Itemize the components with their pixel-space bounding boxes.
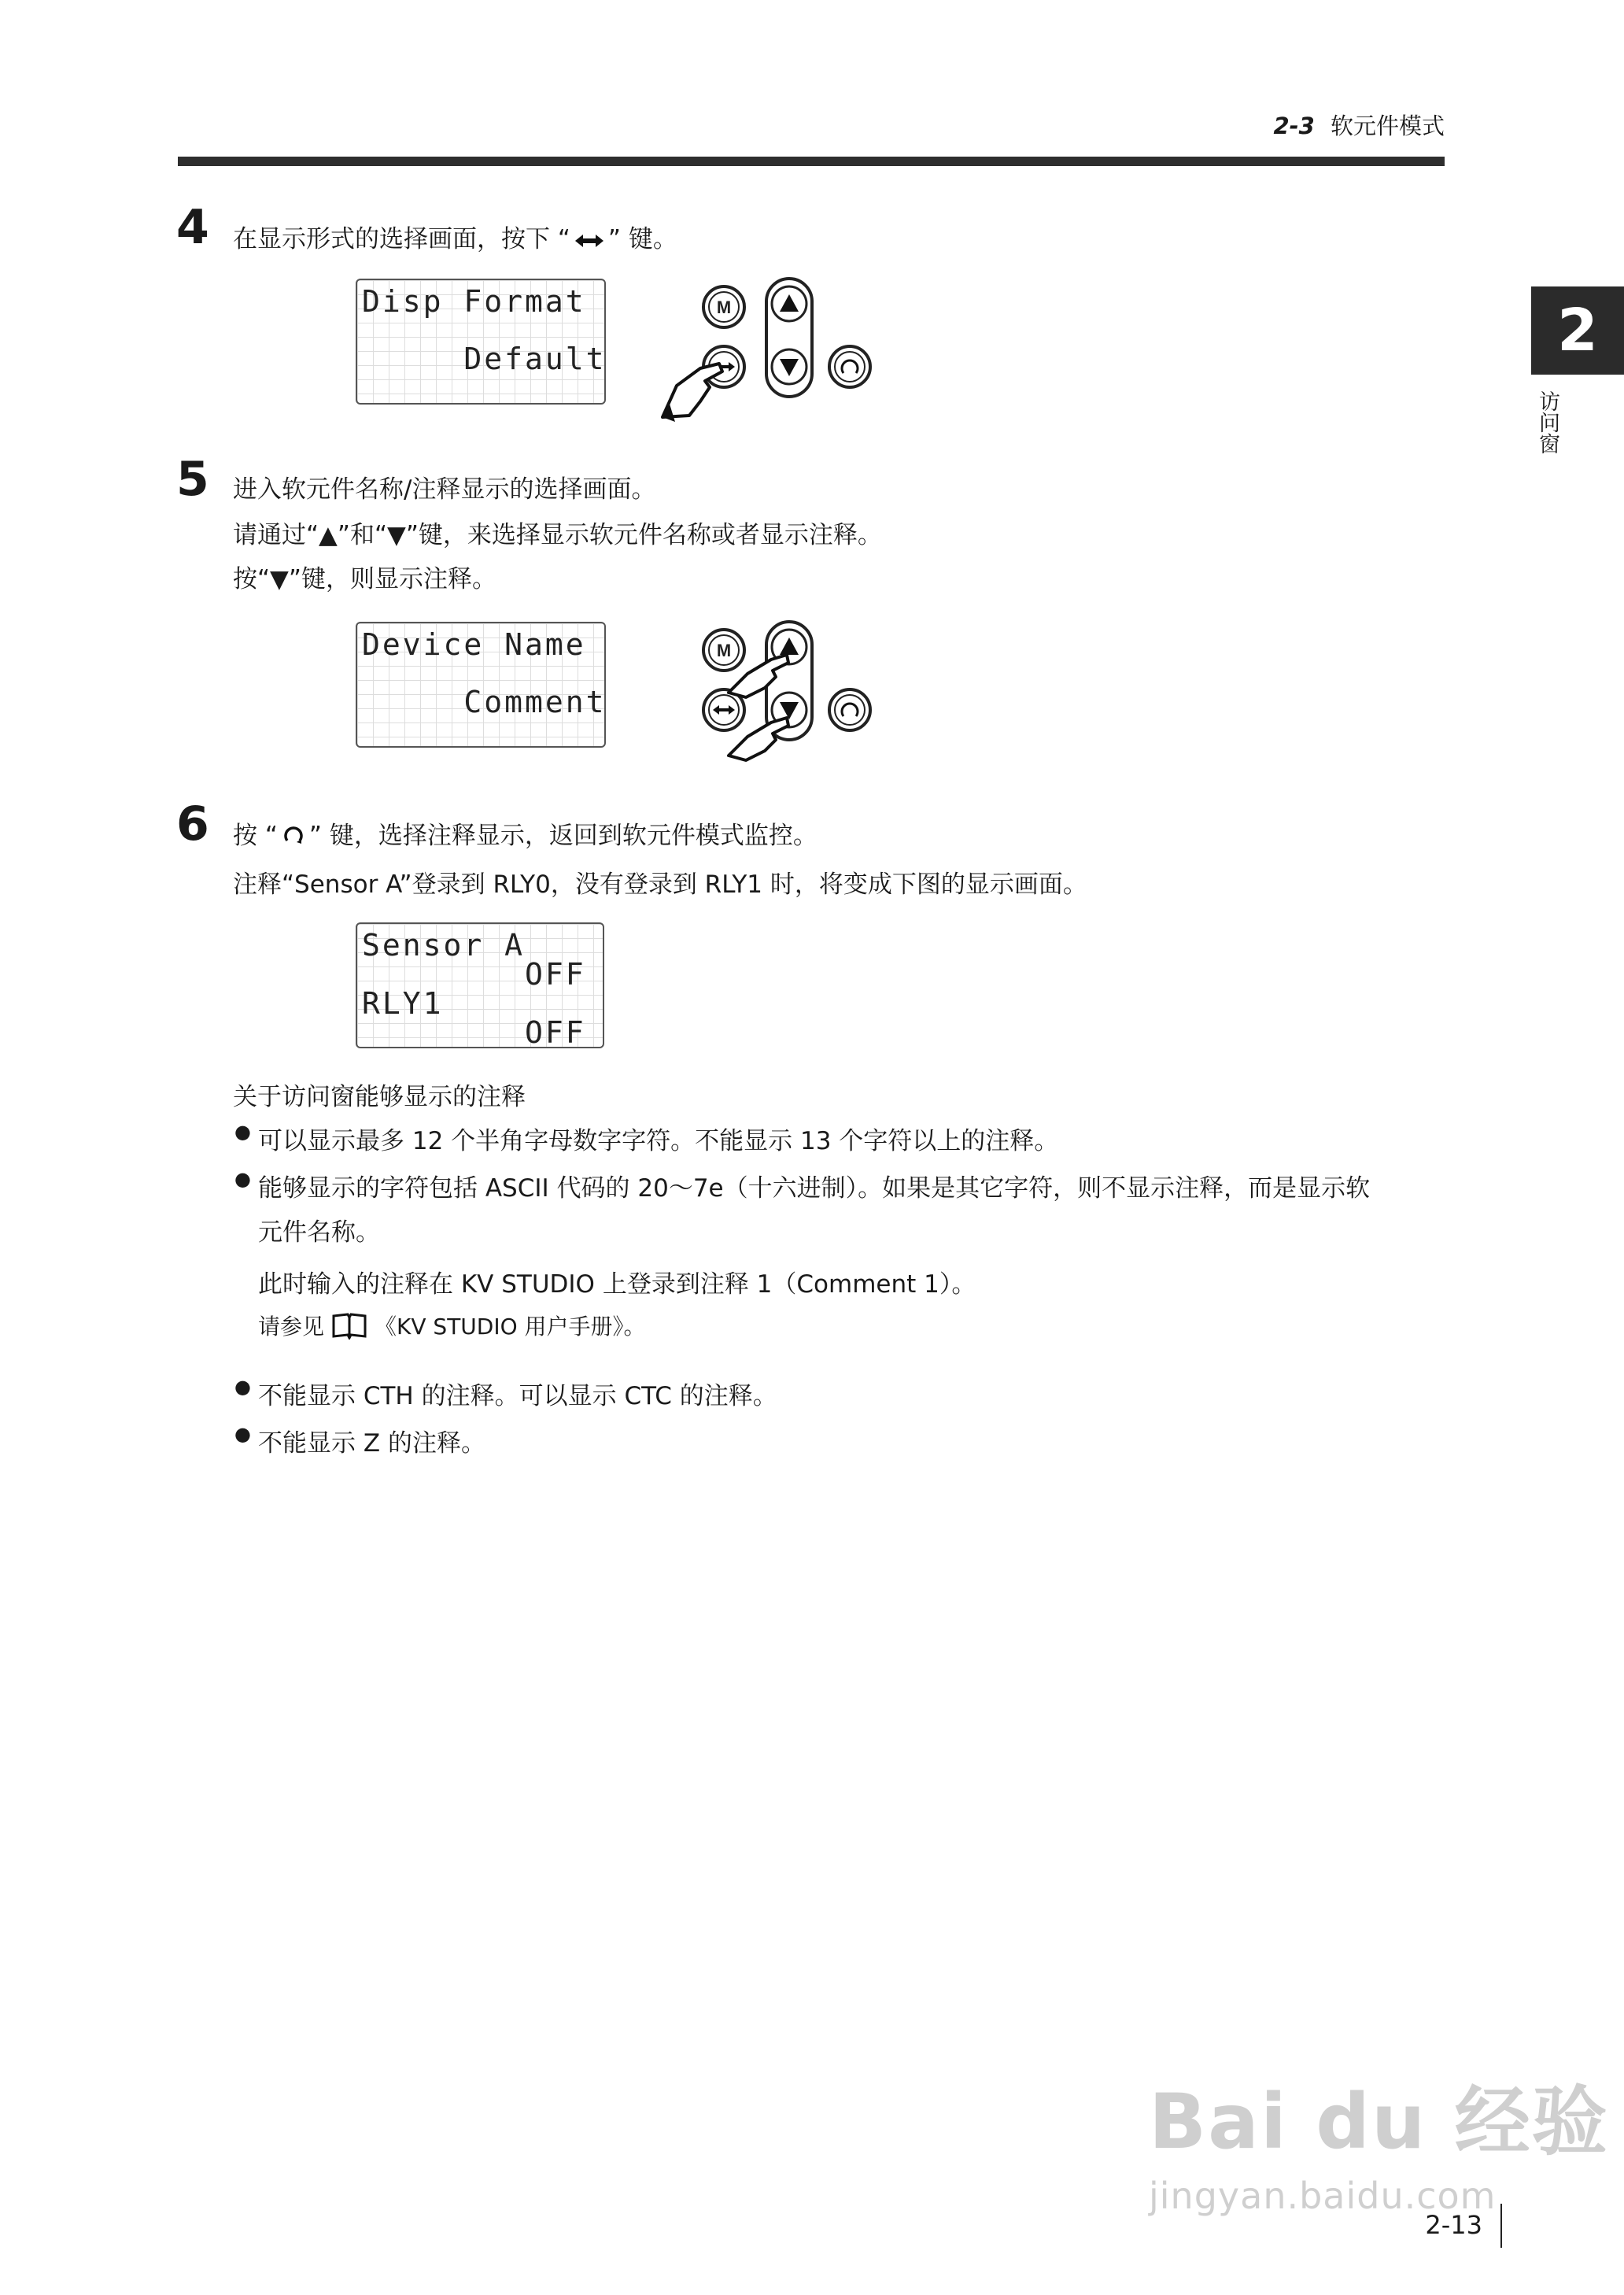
watermark-url: jingyan.baidu.com: [1149, 2175, 1497, 2217]
bullet-text: 不能显示 CTH 的注释。可以显示 CTC 的注释。: [258, 1382, 777, 1410]
left-right-arrow-icon: [574, 227, 605, 255]
lcd-line: Default: [362, 342, 607, 376]
step-4-text: [233, 219, 677, 255]
bullet-text: 能够显示的字符包括 ASCII 代码的 20～7e（十六进制）。如果是其它字符，则不显示注释，而是显示软: [258, 1174, 1371, 1203]
chapter-tab-label: 访问窗: [1535, 390, 1559, 454]
m-key[interactable]: [703, 286, 744, 327]
down-key[interactable]: [772, 349, 806, 384]
page-number-bar: [1500, 2204, 1502, 2248]
pressing-hand-icon: [663, 364, 722, 422]
step-6-instruction: 注释“Sensor A”登录到 RLY0，没有登录到 RLY1 时，将变成下图的显示画面。: [233, 870, 1087, 899]
lcd-line: OFF: [362, 1015, 586, 1050]
bullet-dot-icon: ●: [234, 1121, 251, 1143]
bullet-continuation: 元件名称。: [258, 1218, 380, 1247]
step-6-text-b: ” 键，选择注释显示，返回到软元件模式监控。: [308, 822, 818, 850]
m-key-label: M: [716, 298, 732, 317]
watermark: [1149, 2062, 1609, 2217]
section-number: 2-3: [1273, 113, 1315, 139]
step-5-instruction-2: 按“▼”键，则显示注释。: [233, 565, 496, 593]
reference-title[interactable]: 《KV STUDIO 用户手册》。: [375, 1314, 646, 1340]
lcd-line: Comment: [362, 685, 607, 719]
step-5-instruction: 请通过“▲”和“▼”键，来选择显示软元件名称或者显示注释。: [233, 521, 882, 549]
bullet-dot-icon: ●: [234, 1376, 251, 1398]
lcd-line: OFF: [362, 957, 586, 992]
step-4-number: 4: [176, 200, 209, 255]
bullet-item: [234, 1376, 777, 1411]
bullet-text: 不能显示 Z 的注释。: [258, 1429, 485, 1458]
lcd-line: Device Name: [362, 627, 586, 662]
bullet-item: [234, 1168, 1371, 1203]
keypad-diagram-2: [653, 619, 889, 776]
bullet-text: 可以显示最多 12 个半角字母数字字符。不能显示 13 个字符以上的注释。: [258, 1127, 1059, 1155]
lcd-device-name: [356, 622, 606, 748]
bullet-item: [234, 1121, 1059, 1156]
return-key[interactable]: [829, 689, 870, 730]
step-6-number: 6: [176, 796, 209, 852]
lcd-display-format: [356, 279, 606, 405]
step-4-text-b: ” 键。: [607, 225, 677, 253]
bullet-note: 此时输入的注释在 KV STUDIO 上登录到注释 1（Comment 1）。: [258, 1270, 976, 1299]
watermark-brand: Bai du 经验: [1149, 2078, 1609, 2166]
up-key[interactable]: [772, 286, 806, 321]
m-key[interactable]: [703, 630, 744, 671]
return-key-icon: [282, 823, 304, 852]
header-rule: [178, 157, 1445, 166]
keypad-diagram-1: [653, 275, 889, 433]
bullet-item: [234, 1423, 485, 1458]
reference-prefix: 请参见: [258, 1314, 325, 1340]
lcd-line: Sensor A: [362, 928, 526, 963]
section-header: [1273, 109, 1445, 141]
book-icon: [330, 1311, 368, 1345]
return-key[interactable]: [829, 346, 870, 387]
step-6-text-a: 按 “: [233, 822, 278, 850]
step-6-text: [233, 815, 818, 852]
section-title: 软元件模式: [1330, 113, 1445, 139]
reference-line: [258, 1310, 646, 1345]
page-number: 2-13: [1425, 2210, 1482, 2240]
lcd-line: RLY1: [362, 986, 444, 1021]
lcd-line: Disp Format: [362, 284, 586, 319]
chapter-tab: 2: [1531, 286, 1624, 375]
step-4-text-a: 在显示形式的选择画面，按下 “: [233, 225, 570, 253]
bullet-dot-icon: ●: [234, 1423, 251, 1445]
notes-heading: 关于访问窗能够显示的注释: [233, 1083, 526, 1111]
m-key-label: M: [716, 641, 732, 660]
lcd-sensor-a: [356, 922, 604, 1048]
step-5-text: 进入软元件名称/注释显示的选择画面。: [233, 475, 656, 504]
step-5-number: 5: [176, 452, 209, 507]
bullet-dot-icon: ●: [234, 1168, 251, 1190]
